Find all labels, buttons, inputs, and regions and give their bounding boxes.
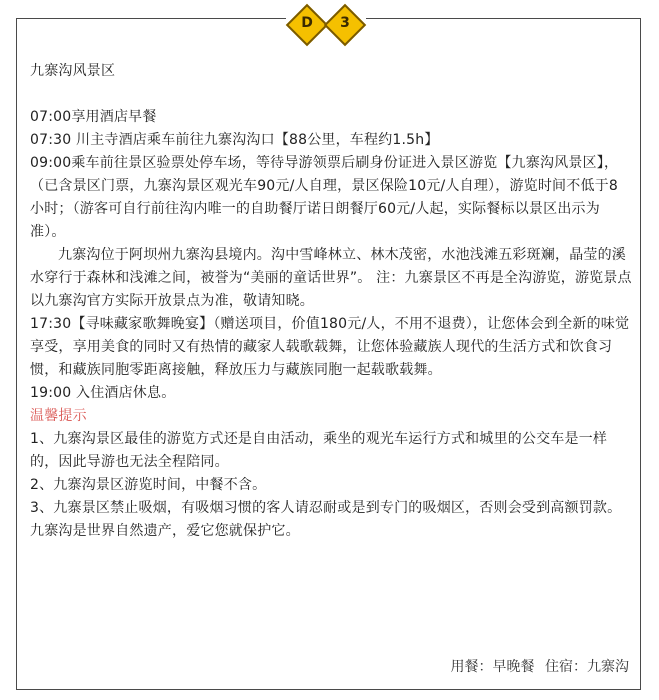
- schedule-item: 07:00享用酒店早餐: [30, 109, 157, 125]
- scenic-intro: 九寨沟位于阿坝州九寨沟县境内。沟中雪峰林立、林木茂密，水池浅滩五彩斑斓，晶莹的溪水穿行于森林和浅滩之间，被誉为“美丽的童话世界”。 注：九寨景区不再是全沟游览，游览景点以九寨沟官方实际开放景点为准，敬请知晓。: [30, 247, 632, 309]
- footer-info: [445, 656, 629, 676]
- badge-number: 3: [340, 15, 350, 31]
- tip-item: 1、九寨沟景区最佳的游览方式还是自由活动，乘坐的观光车运行方式和城里的公交车是一样的，因此导游也无法全程陪同。: [30, 431, 608, 470]
- tips-heading: 温馨提示: [30, 408, 87, 424]
- tip-item: 3、九寨景区禁止吸烟，有吸烟习惯的客人请忍耐或是到专门的吸烟区，否则会受到高额罚款。九寨沟是世界自然遗产，爱它您就保护它。: [30, 500, 622, 539]
- schedule-item: 07:30 川主寺酒店乘车前往九寨沟沟口【88公里，车程约1.5h】: [30, 132, 439, 148]
- evening-activity: 17:30【寻味藏家歌舞晚宴】（赠送项目，价值180元/人，不用不退费），让您体会到全新的味觉享受，享用美食的同时又有热情的藏家人载歌载舞，让您体验藏族人现代的生活方式和饮食习惯，和藏族同胞零距离接触，释放压力与藏族同胞一起载歌载舞。: [30, 316, 630, 378]
- meals-info: 用餐：早晚餐: [450, 659, 535, 675]
- lodging-info: 住宿：九寨沟: [545, 659, 629, 675]
- itinerary-content: [30, 60, 632, 543]
- hotel-checkin: 19:00 入住酒店休息。: [30, 385, 176, 401]
- day-badge: [286, 4, 366, 48]
- badge-letter: D: [301, 15, 313, 31]
- schedule-item: 09:00乘车前往景区验票处停车场，等待导游领票后刷身份证进入景区游览【九寨沟风景区】，（已含景区门票，九寨沟景区观光车90元/人自理，景区保险10元/人自理），游览时间不低于8小时；（游客可自行前往沟内唯一的自助餐厅诺日朗餐厅60元/人起，实际餐标以景区出示为准）。: [30, 155, 619, 240]
- page-title: 九寨沟风景区: [30, 63, 116, 79]
- tip-item: 2、九寨沟景区游览时间，中餐不含。: [30, 477, 267, 493]
